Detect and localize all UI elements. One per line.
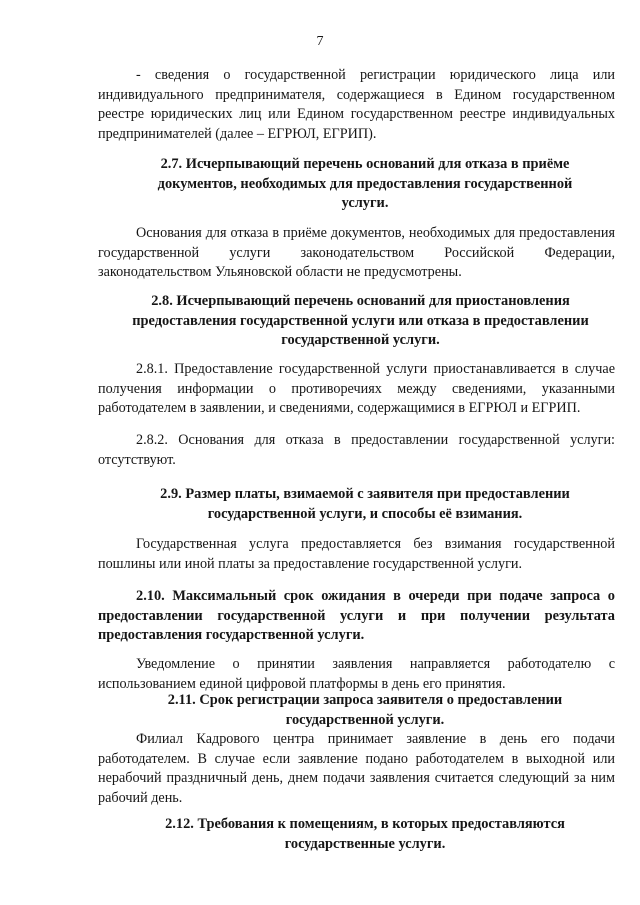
- section-2-9-text: Государственная услуга предоставляется без взимания государственной пошлины или иной платы за предоставление государственной услуги.: [98, 536, 615, 572]
- page-number: 7: [316, 34, 324, 49]
- section-2-12-heading: 2.12. Требования к помещениям, в которых предоставляются государственные услуги.: [165, 816, 565, 852]
- section-2-8-heading: 2.8. Исчерпывающий перечень оснований для приостановления предоставления государственной услуги или отказа в предоставлении государственной услуги.: [132, 293, 589, 349]
- section-2-11-heading: 2.11. Срок регистрации запроса заявителя о предоставлении государственной услуги.: [167, 692, 563, 728]
- section-2-7-heading: 2.7. Исчерпывающий перечень оснований для отказа в приёме документов, необходимых для предоставления государственной услуги.: [157, 156, 573, 212]
- section-2-10-heading: 2.10. Максимальный срок ожидания в очереди при подаче запроса о предоставлении государственной услуги и при получении результата предоставления государственной услуги.: [98, 588, 615, 644]
- section-2-8-1-text: 2.8.1. Предоставление государственной услуги приостанавливается в случае получения информации о противоречиях между сведениями, указанными работодателем в заявлении, и сведениями, содержащимися в ЕГРЮЛ и ЕГРИП.: [98, 361, 615, 417]
- section-2-8-2-text: 2.8.2. Основания для отказа в предоставлении государственной услуги: отсутствуют.: [98, 432, 615, 468]
- intro-item-paragraph: - сведения о государственной регистрации юридического лица или индивидуального предпринимателя, содержащиеся в Едином государственном реестре юридических лиц или Едином государственном реестре индивидуальных предпринимателей (далее – ЕГРЮЛ, ЕГРИП).: [98, 67, 615, 142]
- section-2-9-heading: 2.9. Размер платы, взимаемой с заявителя при предоставлении государственной услуги, и способы её взимания.: [160, 486, 570, 522]
- section-2-10-text: Уведомление о принятии заявления направляется работодателю с использованием единой цифровой платформы в день его принятия.: [98, 656, 615, 692]
- section-2-11-text: Филиал Кадрового центра принимает заявление в день его подачи работодателем. В случае если заявление подано работодателем в выходной или нерабочий праздничный день, днем подачи заявления считается следующий за ним рабочий день.: [98, 731, 615, 806]
- section-2-7-text: Основания для отказа в приёме документов, необходимых для предоставления государственной услуги законодательством Российской Федерации, законодательством Ульяновской области не предусмотрены.: [98, 225, 615, 281]
